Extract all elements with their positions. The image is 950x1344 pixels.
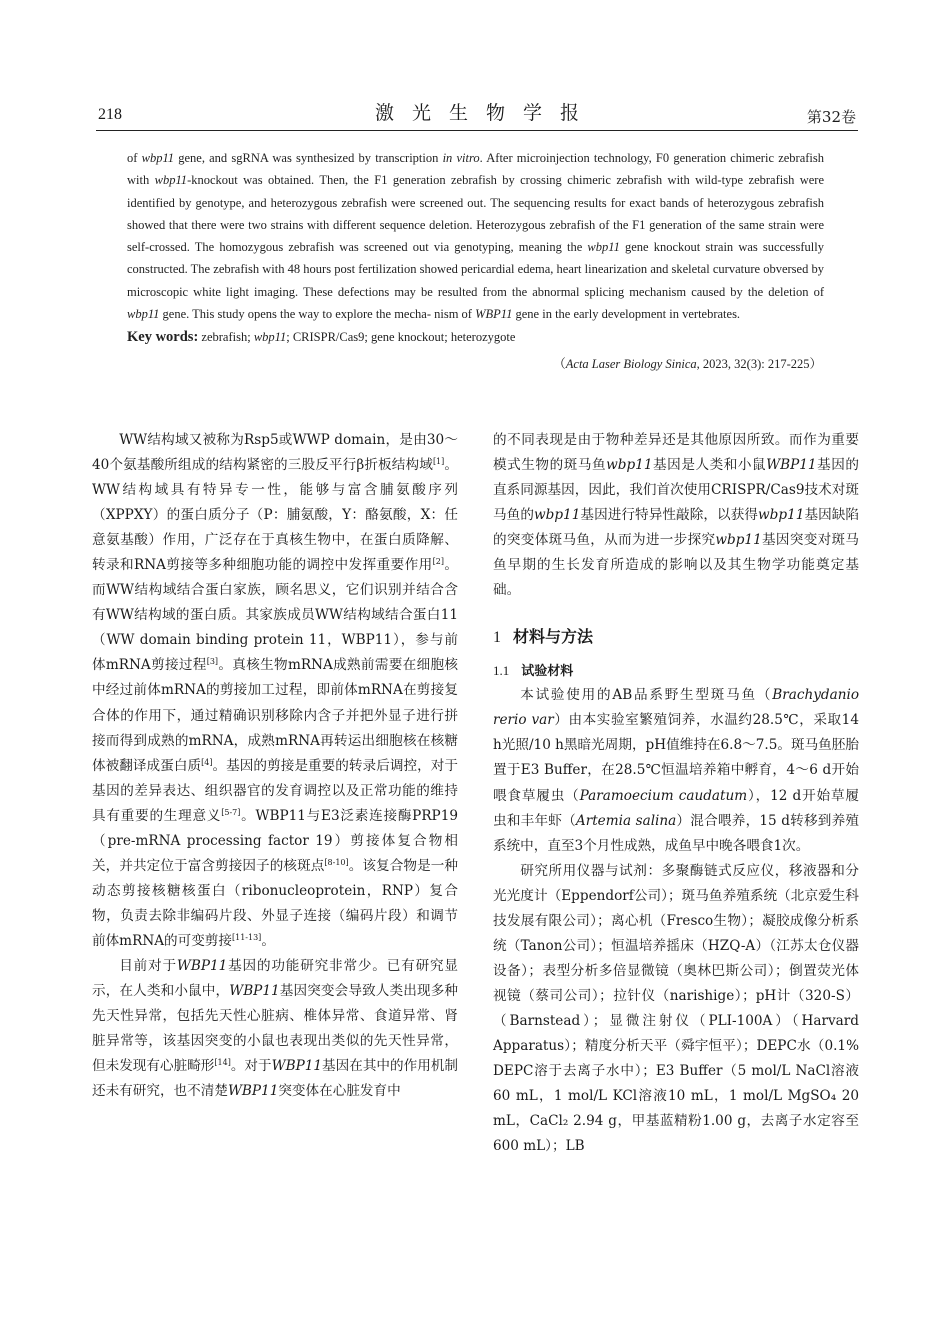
- citation: [127, 353, 824, 375]
- text-run: 基因的功能研究非常少。已有研究显示，在人类和小鼠中，: [92, 957, 459, 1000]
- text-run: 基因的直系同源基因，因此，我们首次使用CRISPR/Cas9技术对斑马鱼的: [493, 457, 860, 524]
- text-run: 突变体在心脏发育中: [278, 1083, 401, 1100]
- citation-ref: [14]: [214, 1058, 231, 1068]
- right-paragraphs: [493, 683, 859, 1159]
- abstract-line: [127, 151, 774, 165]
- keywords-line: [127, 326, 824, 348]
- body-paragraph: [493, 859, 859, 1160]
- italic-term: WBP11: [176, 957, 228, 974]
- text-run: from the abnormal splicing mechanism caused by the deletion of: [482, 284, 825, 299]
- text-run: 基因在其中的作用机制还未有研究，也不清楚: [92, 1058, 459, 1100]
- text-run: 。真核生物mRNA成熟前需要在细胞核中经过前体mRNA的剪接加工过程，即前体mRNA在剪接复合体的作用下，通过精确识别移除内含子并把外显子进行拼接而得到成熟的mRNA，成熟mRNA再转运出细胞核在核糖体被翻译成蛋白质: [92, 657, 458, 774]
- text-run: -knockout was obtained. Then, the F1 generation zebrafish by crossing chimeric zebrafish with wild-type: [187, 173, 744, 188]
- volume-label: 第32卷: [806, 108, 856, 126]
- italic-term: WBP11: [229, 983, 280, 1000]
- citation-ref: [1]: [432, 457, 445, 467]
- italic-term: WBP11: [271, 1058, 323, 1075]
- text-run: gene, and sgRNA was synthesized by transcription: [174, 151, 443, 165]
- text-run: 。: [261, 932, 275, 949]
- text-run: of heterozygous zebrafish showed that there were two strains with different sequence deletion. Heterozygous zebrafish of the: [127, 195, 824, 232]
- keywords-label: Key words:: [127, 329, 199, 346]
- italic-term: WBP11: [227, 1083, 279, 1100]
- english-abstract: [127, 147, 824, 375]
- text-run: zebrafish were identified by genotype, and heterozygous zebrafish were screened out. The sequencing results for exact bands: [127, 173, 825, 210]
- section-number: 1: [493, 629, 501, 647]
- citation-ref: [11-13]: [232, 932, 262, 942]
- text-run: 。WW结构域具有特异专一性，能够与富含脯氨酸序列（XPPXY）的蛋白质分子（P：脯氨酸，Y：酪氨酸，X：任意氨基酸）作用，广泛存在于真核生物中，在蛋白质降解、转录和RNA剪接等多种细胞功能的调控中发挥重要作用: [92, 457, 458, 574]
- text-run: （: [553, 356, 566, 371]
- italic-term: wbp11: [715, 532, 762, 549]
- journal-title: 激光生物学报: [374, 102, 597, 124]
- right-intro-paragraph: [493, 428, 859, 603]
- text-run: 。对于: [230, 1058, 272, 1075]
- italic-term: wbp11: [154, 173, 188, 188]
- italic-term: Artemia salina: [575, 812, 677, 829]
- text-run: 。基因的剪接是重要的转录后调控，对于基因的差异表达、组织器官的发育调控以及正常功能的维持具有重要的生理意义: [92, 757, 458, 824]
- text-run: 基因进行特异性敲除，以获得: [580, 507, 759, 524]
- text-run: , 2023, 32(3): 217-225）: [696, 356, 822, 371]
- keywords-list: [198, 330, 515, 344]
- italic-term: WBP11: [766, 457, 817, 474]
- italic-term: wbp11: [127, 307, 160, 322]
- text-run: nism of: [434, 307, 476, 322]
- text-run: gene. This study opens the way to explore the mecha-: [159, 307, 431, 322]
- text-run: 本试验使用的AB品系野生型斑马鱼（: [520, 687, 773, 704]
- text-run: 目前对于: [119, 957, 177, 974]
- citation-ref: [2]: [432, 557, 444, 567]
- section-title: 材料与方法: [513, 627, 594, 647]
- text-run: edema, heart linearization and skeletal curvature obversed by microscopic white light imaging. These defections may be resulted: [127, 262, 824, 299]
- text-run: 研究所用仪器与试剂：多聚酶链式反应仪，移液器和分光光度计（Eppendorf公司）；斑马鱼养殖系统（北京爱生科技发展有限公司）；离心机（Fresco生物）；凝胶成像分析系统（Tanon公司）；恒温培养摇床（HZQ-A）（江苏太仓仪器设备）；表型分析多倍显微镜（奥林巴斯公司）；倒置荧光体视镜（蔡司公司）；拉针仪（narishige）；pH计（320-S）（Barnstead）；显微注射仪（PLI-100A）（Harvard Apparatus）；精度分析天平（舜宇恒平）；DEPC水（0.1% DEPC溶于去离子水中）；E3 Buffer（5 mol/L NaCl溶液60 mL，1 mol/L KCl溶液10 mL，1 mol/L MgSO₄ 20 mL，CaCl₂ 2.94 g，甲基蓝精粉1.00 g，去离子水定容至600 mL）；LB: [493, 862, 859, 1155]
- section-heading-1: [493, 625, 859, 650]
- text-run: ; CRISPR/Cas9; gene knockout; heterozygote: [286, 330, 516, 345]
- italic-term: WBP11: [475, 307, 513, 322]
- italic-term: wbp11: [253, 330, 287, 345]
- italic-term: in vitro: [442, 151, 480, 165]
- text-run: 基因缺陷的突变体斑马鱼，从而为进一步探究: [493, 507, 860, 549]
- left-column: [92, 428, 458, 1104]
- italic-term: wbp11: [606, 457, 653, 474]
- text-run: of: [127, 151, 142, 165]
- citation-ref: [3]: [206, 657, 219, 667]
- text-run: 。WBP11与E3泛素连接酶PRP19（pre-mRNA processing factor 19）剪接体复合物相关，并共定位于富含剪接因子的核斑点: [92, 807, 458, 874]
- text-run: gene in the early development in vertebrates.: [512, 307, 741, 322]
- italic-term: wbp11: [141, 151, 175, 165]
- text-run: ）由本实验室繁殖饲养，水温约28.5℃，采取14 h光照/10 h黑暗光周期，pH值维持在6.8～7.5。斑马鱼胚胎置于E3 Buffer，在28.5℃恒温培养箱中孵育，4～6 d开始喂食草履虫（: [493, 712, 859, 804]
- body-paragraph: [92, 954, 458, 1104]
- text-run: WW结构域又被称为Rsp5或WWP domain，是由30～40个氨基酸所组成的结构紧密的三股反平行β折板结构域: [92, 432, 458, 474]
- text-run: ），12 d开始草履虫和丰年虾（: [493, 787, 859, 829]
- citation-ref: [4]: [201, 757, 213, 767]
- text-run: . After microinjection technology, F0 generation chimeric: [479, 151, 774, 165]
- subsection-title: 试验材料: [521, 664, 574, 680]
- text-run: zebrafish;: [198, 330, 254, 345]
- text-run: 的不同表现是由于物种差异还是其他原因所致。而作为重要模式生物的斑马鱼: [493, 432, 859, 474]
- text-run: ）混合喂养，15 d转移到养殖系统中，直至3个月性成熟，成鱼早中晚各喂食1次。: [493, 812, 860, 854]
- italic-term: Acta Laser Biology Sinica: [565, 356, 697, 371]
- italic-term: Brachydanio rerio var: [493, 687, 859, 729]
- italic-term: wbp11: [587, 240, 620, 255]
- body-paragraph: [92, 428, 458, 954]
- body-paragraph: [493, 683, 859, 858]
- subsection-number: 1.1: [493, 663, 510, 679]
- italic-term: wbp11: [758, 507, 805, 524]
- citation-ref: [5-7]: [221, 807, 241, 817]
- text-run: 基因突变对斑马鱼早期的生长发育所造成的影响以及其生物学功能奠定基础。: [493, 532, 860, 599]
- text-run: 基因突变会导致人类出现多种先天性异常，包括先天性心脏病、椎体异常、食道异常、肾脏异常等，该基因突变的小鼠也表现出类似的先天性异常，但未发现有心脏畸形: [92, 983, 459, 1075]
- page-number: 218: [98, 106, 122, 123]
- abstract-line: [434, 307, 740, 321]
- text-run: zebrafish with: [127, 151, 824, 188]
- abstract-body: [127, 147, 824, 325]
- text-run: 。该复合物是一种动态剪接核糖核蛋白（ribonucleoprotein，RNP）复合物，负责去除非编码片段、外显子连接（编码片段）和调节前体mRNA的可变剪接: [92, 857, 459, 949]
- text-run: 。而WW结构域结合蛋白家族，顾名思义，它们识别并结合含有WW结构域的蛋白质。其家族成员WW结构域结合蛋白11（WW domain binding protein 11，WBP11），参与前体mRNA剪接过程: [92, 557, 458, 674]
- text-run: gene knockout strain was successfully constructed. The zebrafish with 48 hours post fertilization showed pericardial: [127, 240, 824, 277]
- subsection-heading-1-1: [493, 660, 859, 683]
- italic-term: Paramoecium caudatum: [579, 787, 748, 804]
- text-run: 基因是人类和小鼠: [652, 457, 767, 474]
- italic-term: wbp11: [534, 507, 581, 524]
- citation-ref: [8-10]: [324, 857, 349, 867]
- text-run: F1 generation of the same strain were self-crossed. The homozygous zebrafish was screened out via genotyping, meaning the: [127, 217, 824, 255]
- right-column: [493, 428, 859, 1159]
- page-header: [96, 96, 858, 131]
